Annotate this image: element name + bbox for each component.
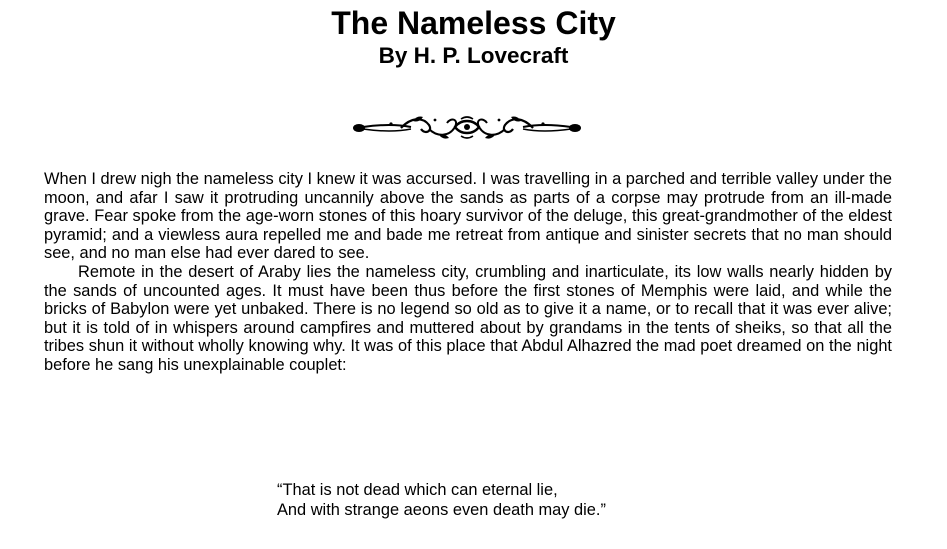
decorative-vine-divider-icon <box>351 115 583 141</box>
couplet-line-2: And with strange aeons even death may die.” <box>277 500 606 519</box>
couplet-quote <box>277 481 606 520</box>
document-title: The Nameless City <box>331 5 616 41</box>
paragraph-2: Remote in the desert of Araby lies the nameless city, crumbling and inarticulate, its low walls nearly hidden by the sands of uncounted ages. It must have been thus before the first stones of Memphis were laid, and while the bricks of Babylon were yet unbaked. There is no legend so old as to give it a name, or to recall that it was ever alive; but it is told of in whispers around campfires and muttered about by grandams in the tents of sheiks, so that all the tribes shun it without wholly knowing why. It was of this place that Abdul Alhazred the mad poet dreamed on the night before he sang his unexplainable couplet: <box>44 262 892 374</box>
document-byline: By H. P. Lovecraft <box>378 43 569 68</box>
story-body <box>44 170 892 375</box>
couplet-line-1: “That is not dead which can eternal lie, <box>277 481 558 499</box>
paragraph-1: When I drew nigh the nameless city I knew it was accursed. I was travelling in a parched and terrible valley under the moon, and afar I saw it protruding uncannily above the sands as parts of a corpse may protrude from an ill-made grave. Fear spoke from the age-worn stones of this hoary survivor of the deluge, this great-grandmother of the eldest pyramid; and a viewless aura repelled me and bade me retreat from antique and sinister secrets that no man should see, and no man else had ever dared to see. <box>44 170 892 263</box>
